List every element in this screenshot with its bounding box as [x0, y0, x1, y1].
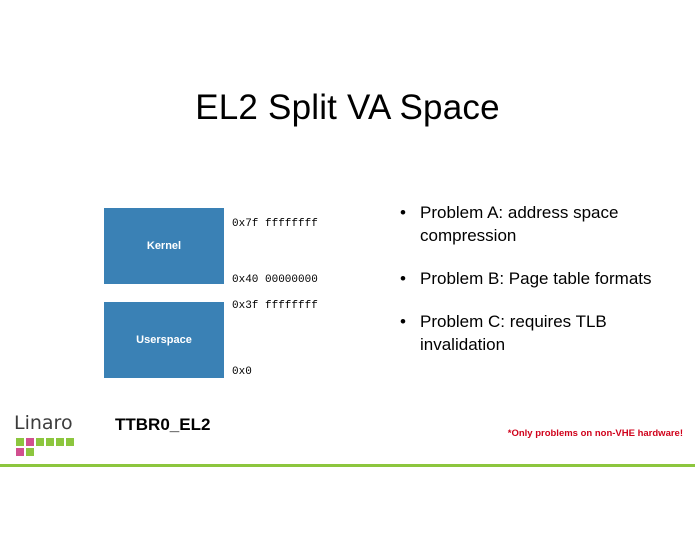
bullet-marker-icon: •	[400, 268, 406, 288]
userspace-region-block	[104, 302, 224, 378]
kernel-region-block	[104, 208, 224, 284]
logo-square-icon	[66, 438, 74, 446]
address-label-top: 0x7f ffffffff	[232, 218, 318, 230]
bullet-marker-icon: •	[400, 311, 406, 331]
address-label-zero: 0x0	[232, 366, 252, 378]
page-title: EL2 Split VA Space	[195, 88, 500, 127]
logo-square-icon	[56, 438, 64, 446]
list-item-text: Problem A: address space compression	[420, 203, 619, 245]
bullet-list	[398, 202, 680, 377]
list-item	[398, 268, 680, 291]
logo-square-icon	[46, 438, 54, 446]
logo-square-icon	[36, 438, 44, 446]
kernel-region-label: Kernel	[146, 240, 182, 252]
list-item-text: Problem B: Page table formats	[420, 268, 652, 288]
va-space-diagram	[104, 208, 344, 380]
logo-square-icon	[26, 448, 34, 456]
logo-square-icon	[16, 448, 24, 456]
ttbr0-el2-label: TTBR0_EL2	[115, 415, 211, 434]
logo-wordmark: Linaro	[14, 412, 73, 434]
linaro-logo	[14, 412, 92, 460]
footnote-text: *Only problems on non-VHE hardware!	[507, 428, 683, 439]
list-item-text: Problem C: requires TLB invalidation	[420, 311, 607, 354]
list-item	[398, 311, 680, 357]
logo-square-icon	[26, 438, 34, 446]
list-item	[398, 202, 680, 248]
address-label-user-top: 0x3f ffffffff	[232, 300, 318, 312]
logo-square-icon	[16, 438, 24, 446]
userspace-region-label: Userspace	[136, 334, 192, 346]
footer-divider	[0, 464, 695, 467]
address-label-kernel-base: 0x40 00000000	[232, 274, 318, 286]
bullet-marker-icon: •	[400, 203, 406, 222]
